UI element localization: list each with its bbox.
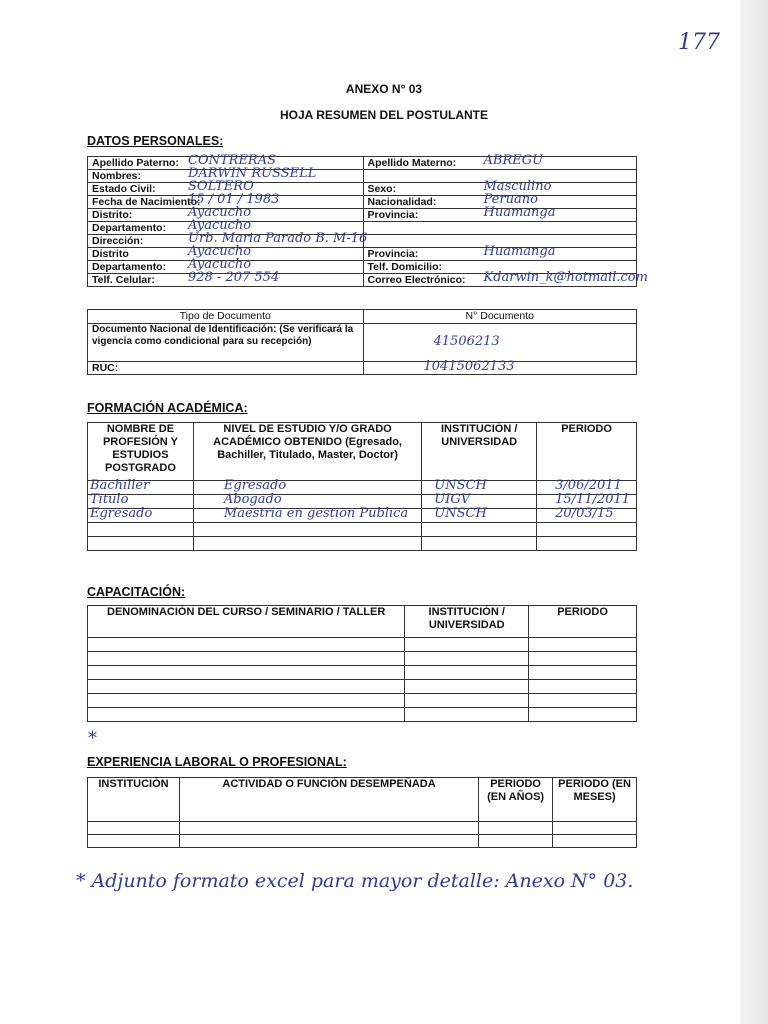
field-label: Departamento: xyxy=(92,222,167,234)
training-row xyxy=(88,638,637,652)
handwritten-value: 20/03/15 xyxy=(555,506,614,521)
academic-cell xyxy=(88,537,194,551)
training-cell xyxy=(88,638,405,652)
field-label: Fecha de Nacimiento: xyxy=(92,196,201,208)
page-number: 177 xyxy=(678,30,720,55)
handwritten-value: Huamanga xyxy=(483,244,556,259)
training-row xyxy=(88,694,637,708)
field-label: Distrito: xyxy=(92,209,133,221)
academic-row xyxy=(88,537,637,551)
training-table xyxy=(87,605,637,722)
personal-cell-left xyxy=(88,270,364,287)
handwritten-value: Ayacucho xyxy=(188,244,252,259)
handwritten-value: Kdarwin_k@hotmail.com xyxy=(483,270,648,285)
asterisk-mark: * xyxy=(88,728,97,749)
academic-cell xyxy=(422,537,537,551)
field-label: Departamento: xyxy=(92,261,167,273)
documents-header-number: N° Documento xyxy=(363,310,637,324)
training-cell xyxy=(529,680,637,694)
personal-cell-right xyxy=(363,270,648,287)
training-cell xyxy=(405,638,529,652)
handwritten-value: 15/11/2011 xyxy=(555,492,631,507)
training-header-period: PERIODO xyxy=(529,606,637,638)
field-label: Telf. Domicilio: xyxy=(367,261,442,273)
training-cell xyxy=(88,694,405,708)
academic-row xyxy=(88,481,637,495)
training-cell xyxy=(529,666,637,680)
handwritten-value: Masculino xyxy=(483,179,552,194)
academic-row xyxy=(88,523,637,537)
field-label: Correo Electrónico: xyxy=(367,274,466,286)
training-cell xyxy=(405,652,529,666)
handwritten-value: Huamanga xyxy=(483,205,556,220)
field-label: Provincia: xyxy=(367,248,419,260)
handwritten-value: Ayacucho xyxy=(188,218,252,233)
field-label: Provincia: xyxy=(367,209,419,221)
field-label: Dirección: xyxy=(92,235,144,247)
training-row xyxy=(88,680,637,694)
training-row xyxy=(88,652,637,666)
field-label: Nombres: xyxy=(92,170,142,182)
personal-row xyxy=(88,248,637,261)
handwritten-value: ABREGU xyxy=(483,153,544,168)
training-cell xyxy=(405,708,529,722)
field-label: Sexo: xyxy=(367,183,397,195)
experience-header-institution: INSTITUCIÓN xyxy=(88,778,180,822)
documents-header-type: Tipo de Documento xyxy=(88,310,364,324)
experience-header-activity: ACTIVIDAD O FUNCIÓN DESEMPEÑADA xyxy=(179,778,478,822)
training-row xyxy=(88,708,637,722)
experience-row xyxy=(88,835,637,848)
handwritten-value: 15 / 01 / 1983 xyxy=(188,192,280,207)
academic-header-institution: INSTITUCIÓN / UNIVERSIDAD xyxy=(422,423,537,481)
handwritten-footnote: * Adjunto formato excel para mayor detalle: Anexo N° 03. xyxy=(76,870,634,892)
academic-header-profession: NOMBRE DE PROFESIÓN Y ESTUDIOS POSTGRADO xyxy=(88,423,194,481)
field-label: Apellido Paterno: xyxy=(92,157,179,169)
academic-cell xyxy=(422,523,537,537)
section-heading-personal: DATOS PERSONALES: xyxy=(87,134,224,148)
academic-cell xyxy=(422,506,537,523)
field-label: Estado Civil: xyxy=(92,183,156,195)
personal-row xyxy=(88,274,637,287)
personal-cell-right xyxy=(363,153,637,170)
training-header-course: DENOMINACIÓN DEL CURSO / SEMINARIO / TALLER xyxy=(88,606,405,638)
personal-row xyxy=(88,170,637,183)
handwritten-value: Ayacucho xyxy=(188,257,252,272)
handwritten-value: Ayacucho xyxy=(188,205,252,220)
handwritten-value: Maestria en gestion Publica xyxy=(223,506,409,521)
experience-row xyxy=(88,822,637,835)
handwritten-value: 928 - 207 554 xyxy=(188,270,280,285)
handwritten-value: Titulo xyxy=(90,492,129,507)
documents-table xyxy=(87,309,637,375)
experience-table xyxy=(87,777,637,848)
document-number-ruc-value: 10415062133 xyxy=(423,359,515,374)
training-row xyxy=(88,666,637,680)
academic-header-level: NIVEL DE ESTUDIO Y/O GRADO ACADÉMICO OBTENIDO (Egresado, Bachiller, Titulado, Master, Doctor) xyxy=(193,423,421,481)
document-number-dni-value: 41506213 xyxy=(433,334,500,349)
personal-row xyxy=(88,209,637,222)
personal-row xyxy=(88,157,637,170)
handwritten-value: UIGV xyxy=(434,492,471,507)
personal-row xyxy=(88,183,637,196)
training-cell xyxy=(529,652,637,666)
section-heading-academic: FORMACIÓN ACADÉMICA: xyxy=(87,401,248,415)
page-edge xyxy=(740,0,768,1024)
field-label: Apellido Materno: xyxy=(367,157,457,169)
personal-cell-right xyxy=(363,222,637,235)
handwritten-value: Bachiller xyxy=(90,478,150,493)
handwritten-value: SOLTERO xyxy=(188,179,254,194)
personal-data-table xyxy=(87,153,648,287)
training-cell xyxy=(405,666,529,680)
personal-cell-right xyxy=(363,205,637,222)
field-label: Distrito xyxy=(92,248,129,260)
handwritten-value: Abogado xyxy=(223,492,282,507)
document-number-ruc xyxy=(363,359,637,375)
training-cell xyxy=(529,708,637,722)
handwritten-value: Urb. Maria Parado B. M-16 xyxy=(188,231,368,246)
section-heading-training: CAPACITACIÓN: xyxy=(87,585,186,599)
training-header-institution: INSTITUCIÓN / UNIVERSIDAD xyxy=(405,606,529,638)
field-label: Telf. Celular: xyxy=(92,274,155,286)
training-cell xyxy=(529,638,637,652)
handwritten-value: 3/06/2011 xyxy=(555,478,622,493)
academic-cell xyxy=(193,523,421,537)
academic-cell xyxy=(537,506,637,523)
training-cell xyxy=(529,694,637,708)
handwritten-value: Egresado xyxy=(90,506,153,521)
academic-cell xyxy=(88,523,194,537)
academic-row xyxy=(88,509,637,523)
section-heading-experience: EXPERIENCIA LABORAL O PROFESIONAL: xyxy=(87,755,347,769)
document-type-dni: Documento Nacional de Identificación: (Se verificará la vigencia como condicional para su recepción) xyxy=(88,324,364,362)
field-label: Nacionalidad: xyxy=(367,196,437,208)
academic-cell xyxy=(88,506,194,523)
handwritten-value: CONTRERAS xyxy=(188,153,277,168)
handwritten-value: DARWIN RUSSELL xyxy=(188,166,317,181)
handwritten-value: UNSCH xyxy=(434,478,487,493)
academic-cell xyxy=(193,537,421,551)
academic-table xyxy=(87,422,637,551)
training-cell xyxy=(405,680,529,694)
academic-cell xyxy=(193,506,421,523)
page-title: ANEXO N° 03 xyxy=(345,82,423,96)
handwritten-value: UNSCH xyxy=(434,506,487,521)
page-subtitle: HOJA RESUMEN DEL POSTULANTE xyxy=(279,108,489,122)
handwritten-value: Peruano xyxy=(483,192,538,207)
training-cell xyxy=(405,694,529,708)
academic-header-period: PERIODO xyxy=(537,423,637,481)
document-number-dni xyxy=(363,324,637,362)
academic-cell xyxy=(537,537,637,551)
handwritten-value: Egresado xyxy=(223,478,287,493)
academic-cell xyxy=(537,523,637,537)
training-cell xyxy=(88,666,405,680)
training-cell xyxy=(88,680,405,694)
training-cell xyxy=(88,708,405,722)
training-cell xyxy=(88,652,405,666)
personal-cell-right xyxy=(363,244,637,261)
experience-header-months: PERIODO (EN MESES) xyxy=(553,778,637,822)
document-type-ruc: RUC: xyxy=(88,362,364,375)
experience-header-years: PERIODO (EN AÑOS) xyxy=(479,778,553,822)
